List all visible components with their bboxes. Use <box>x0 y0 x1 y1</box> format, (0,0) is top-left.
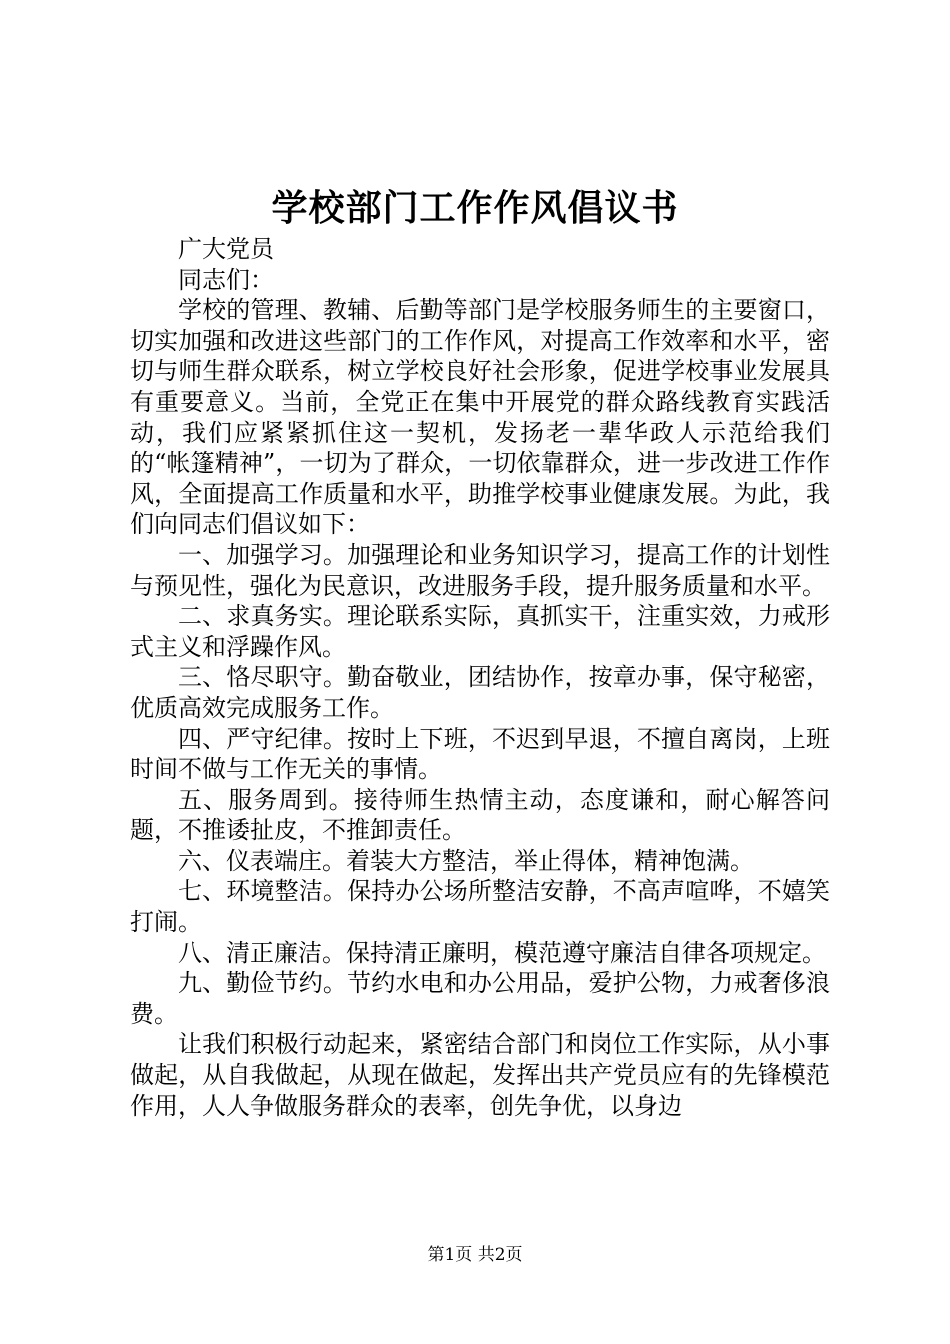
salutation-line-1: 广大党员 <box>178 235 274 263</box>
proposal-item-7: 七、环境整洁。保持办公场所整洁安静，不高声喧哗，不嬉笑打闹。 <box>130 877 830 937</box>
document-title: 学校部门工作作风倡议书 <box>271 187 679 229</box>
proposal-item-2: 二、求真务实。理论联系实际，真抓实干，注重实效，力戒形式主义和浮躁作风。 <box>130 602 830 661</box>
proposal-item-1: 一、加强学习。加强理论和业务知识学习，提高工作的计划性与预见性，强化为民意识，改进服务手段，提升服务质量和水平。 <box>130 540 830 600</box>
salutation-line-2: 同志们： <box>178 265 274 294</box>
proposal-item-3: 三、恪尽职守。勤奋敬业，团结协作，按章办事，保守秘密，优质高效完成服务工作。 <box>130 663 830 722</box>
closing-paragraph: 让我们积极行动起来，紧密结合部门和岗位工作实际，从小事做起，从自我做起，从现在做起，发挥出共产党员应有的先锋模范作用，人人争做服务群众的表率，创先争优，以身边 <box>130 1030 830 1120</box>
intro-paragraph: 学校的管理、教辅、后勤等部门是学校服务师生的主要窗口，切实加强和改进这些部门的工作作风，对提高工作效率和水平，密切与师生群众联系，树立学校良好社会形象，促进学校事业发展具有重要意义。当前，全党正在集中开展党的群众路线教育实践活动，我们应紧紧抓住这一契机，发扬老一辈华政人示范给我们的“帐篷精神”，一切为了群众，一切依靠群众，进一步改进工作作风，全面提高工作质量和水平，助推学校事业健康发展。为此，我们向同志们倡议如下： <box>130 296 830 539</box>
proposal-item-5: 五、服务周到。接待师生热情主动，态度谦和，耐心解答问题，不推诿扯皮，不推卸责任。 <box>130 785 830 845</box>
proposal-item-6: 六、仪表端庄。着装大方整洁，举止得体，精神饱满。 <box>178 846 754 875</box>
proposal-item-4: 四、严守纪律。按时上下班，不迟到早退，不擅自离岗，上班时间不做与工作无关的事情。 <box>130 724 830 784</box>
document-body <box>130 234 830 1121</box>
proposal-item-9: 九、勤俭节约。节约水电和办公用品，爱护公物，力戒奢侈浪费。 <box>130 969 830 1028</box>
page-footer: 第1页 共2页 <box>427 1245 523 1265</box>
proposal-item-8: 八、清正廉洁。保持清正廉明，模范遵守廉洁自律各项规定。 <box>178 938 826 967</box>
